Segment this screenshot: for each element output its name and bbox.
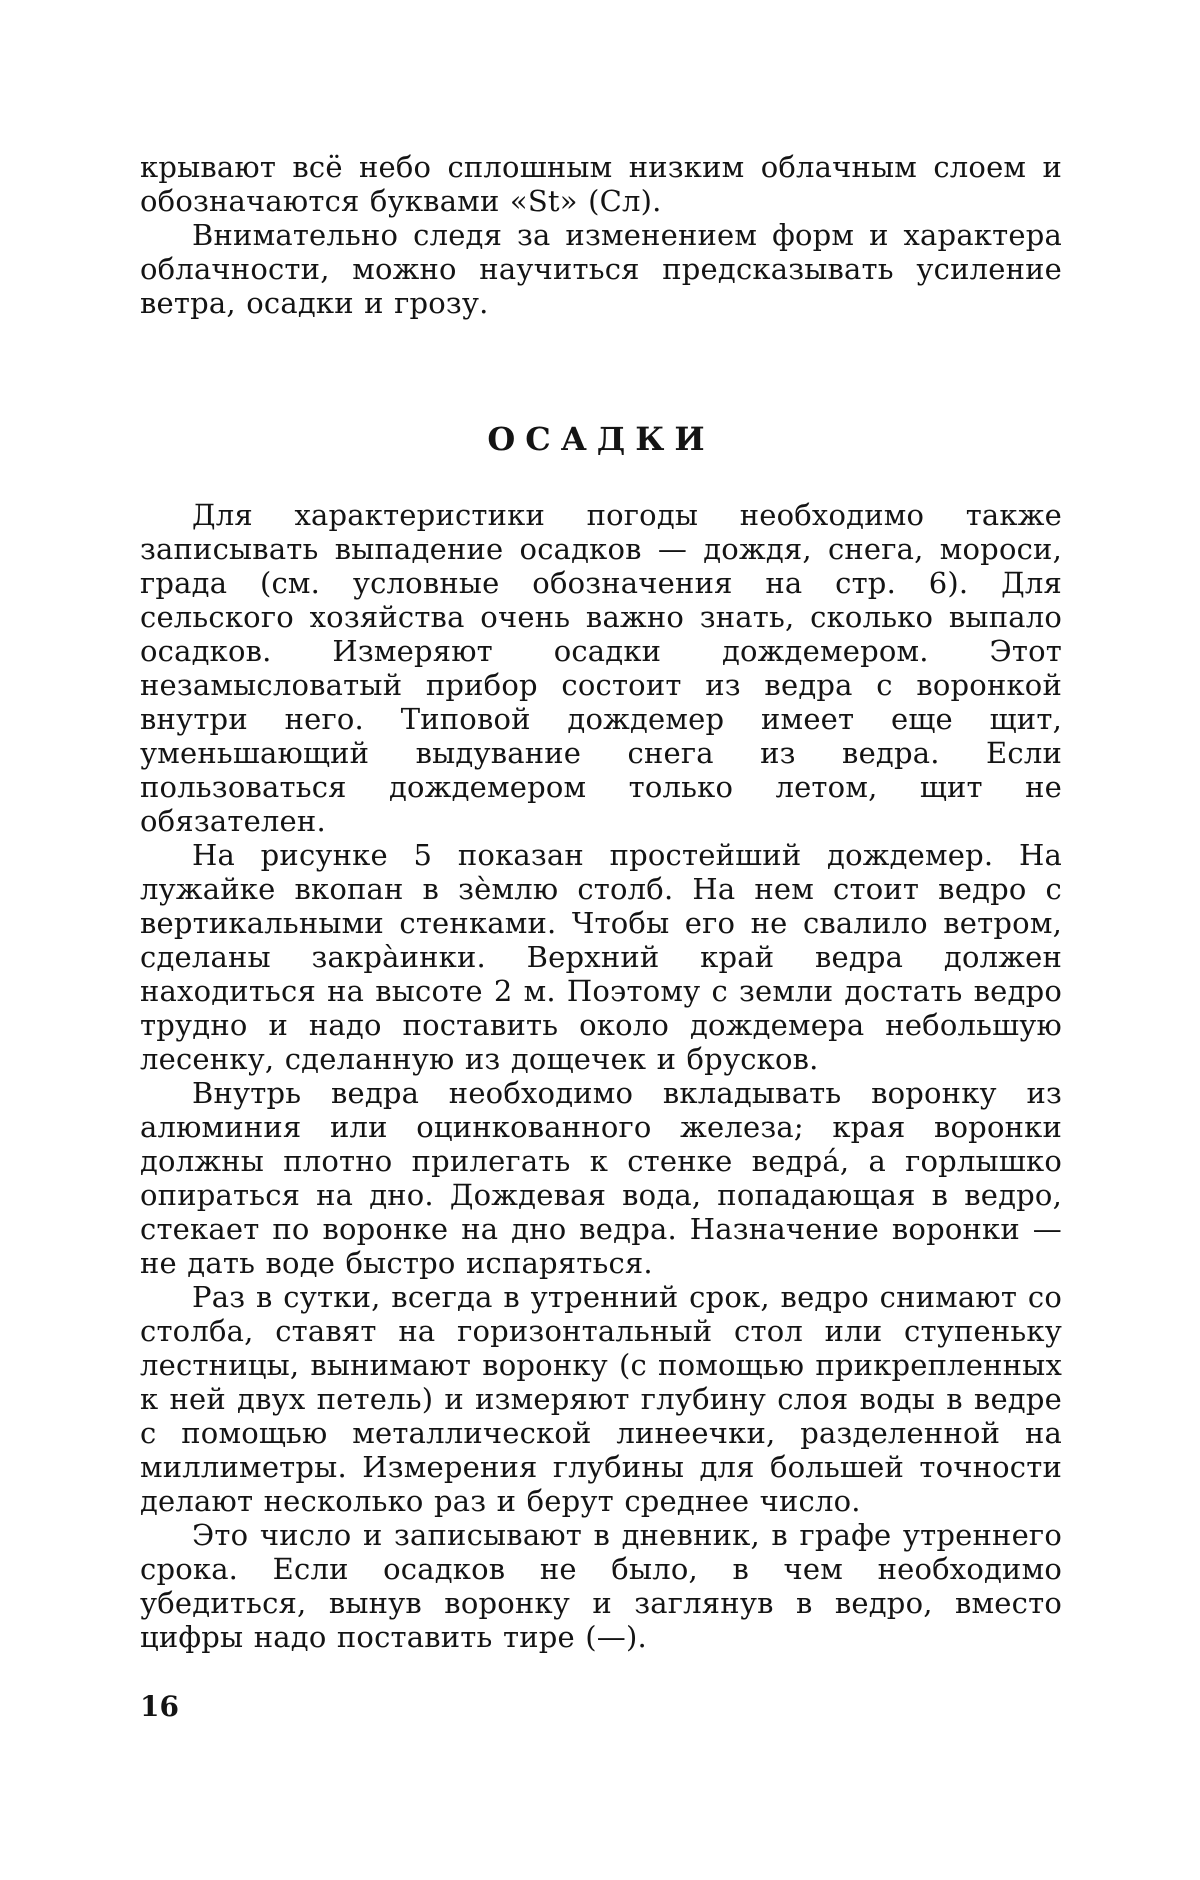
page-number: 16 (140, 1690, 179, 1723)
paragraph: Это число и записывают в дневник, в графе утреннего срока. Если осадков не было, в чем необходимо убедиться, вынув воронку и заглянув в ведро, вместо цифры надо поставить тире (—). (140, 1518, 1062, 1654)
page-body (140, 150, 1062, 1654)
section-heading: ОСАДКИ (487, 420, 715, 458)
paragraph: Внутрь ведра необходимо вкладывать воронку из алюминия или оцинкованного железа; края воронки должны плотно прилегать к стенке ведрá, а горлышко опираться на дно. Дождевая вода, попадающая в ведро, стекает по воронке на дно ведра. Назначение воронки — не дать воде быстро испаряться. (140, 1076, 1062, 1280)
paragraph: На рисунке 5 показан простейший дождемер. На лужайке вкопан в зèмлю столб. На нем стоит ведро с вертикальными стенками. Чтобы его не свалило ветром, сделаны закрàинки. Верхний край ведра должен находиться на высоте 2 м. Поэтому с земли достать ведро трудно и надо поставить около дождемера небольшую лесенку, сделанную из дощечек и брусков. (140, 838, 1062, 1076)
paragraph: Раз в сутки, всегда в утренний срок, ведро снимают со столба, ставят на горизонтальный стол или ступеньку лестницы, вынимают воронку (с помощью прикрепленных к ней двух петель) и измеряют глубину слоя воды в ведре с помощью металлической линеечки, разделенной на миллиметры. Измерения глубины для большей точности делают несколько раз и берут среднее число. (140, 1280, 1062, 1518)
section-body (140, 498, 1062, 1654)
paragraph: Для характеристики погоды необходимо также записывать выпадение осадков — дождя, снега, мороси, града (см. условные обозначения на стр. 6). Для сельского хозяйства очень важно знать, сколько выпало осадков. Измеряют осадки дождемером. Этот незамысловатый прибор состоит из ведра с воронкой внутри него. Типовой дождемер имеет еще щит, уменьшающий выдувание снега из ведра. Если пользоваться дождемером только летом, щит не обязателен. (140, 498, 1062, 838)
intro-block (140, 150, 1062, 320)
intro-paragraph: Внимательно следя за изменением форм и характера облачности, можно научиться предсказывать усиление ветра, осадки и грозу. (140, 218, 1062, 320)
intro-continuation: крывают всё небо сплошным низким облачным слоем и обозначаются буквами «St» (Сл). (140, 150, 1062, 218)
